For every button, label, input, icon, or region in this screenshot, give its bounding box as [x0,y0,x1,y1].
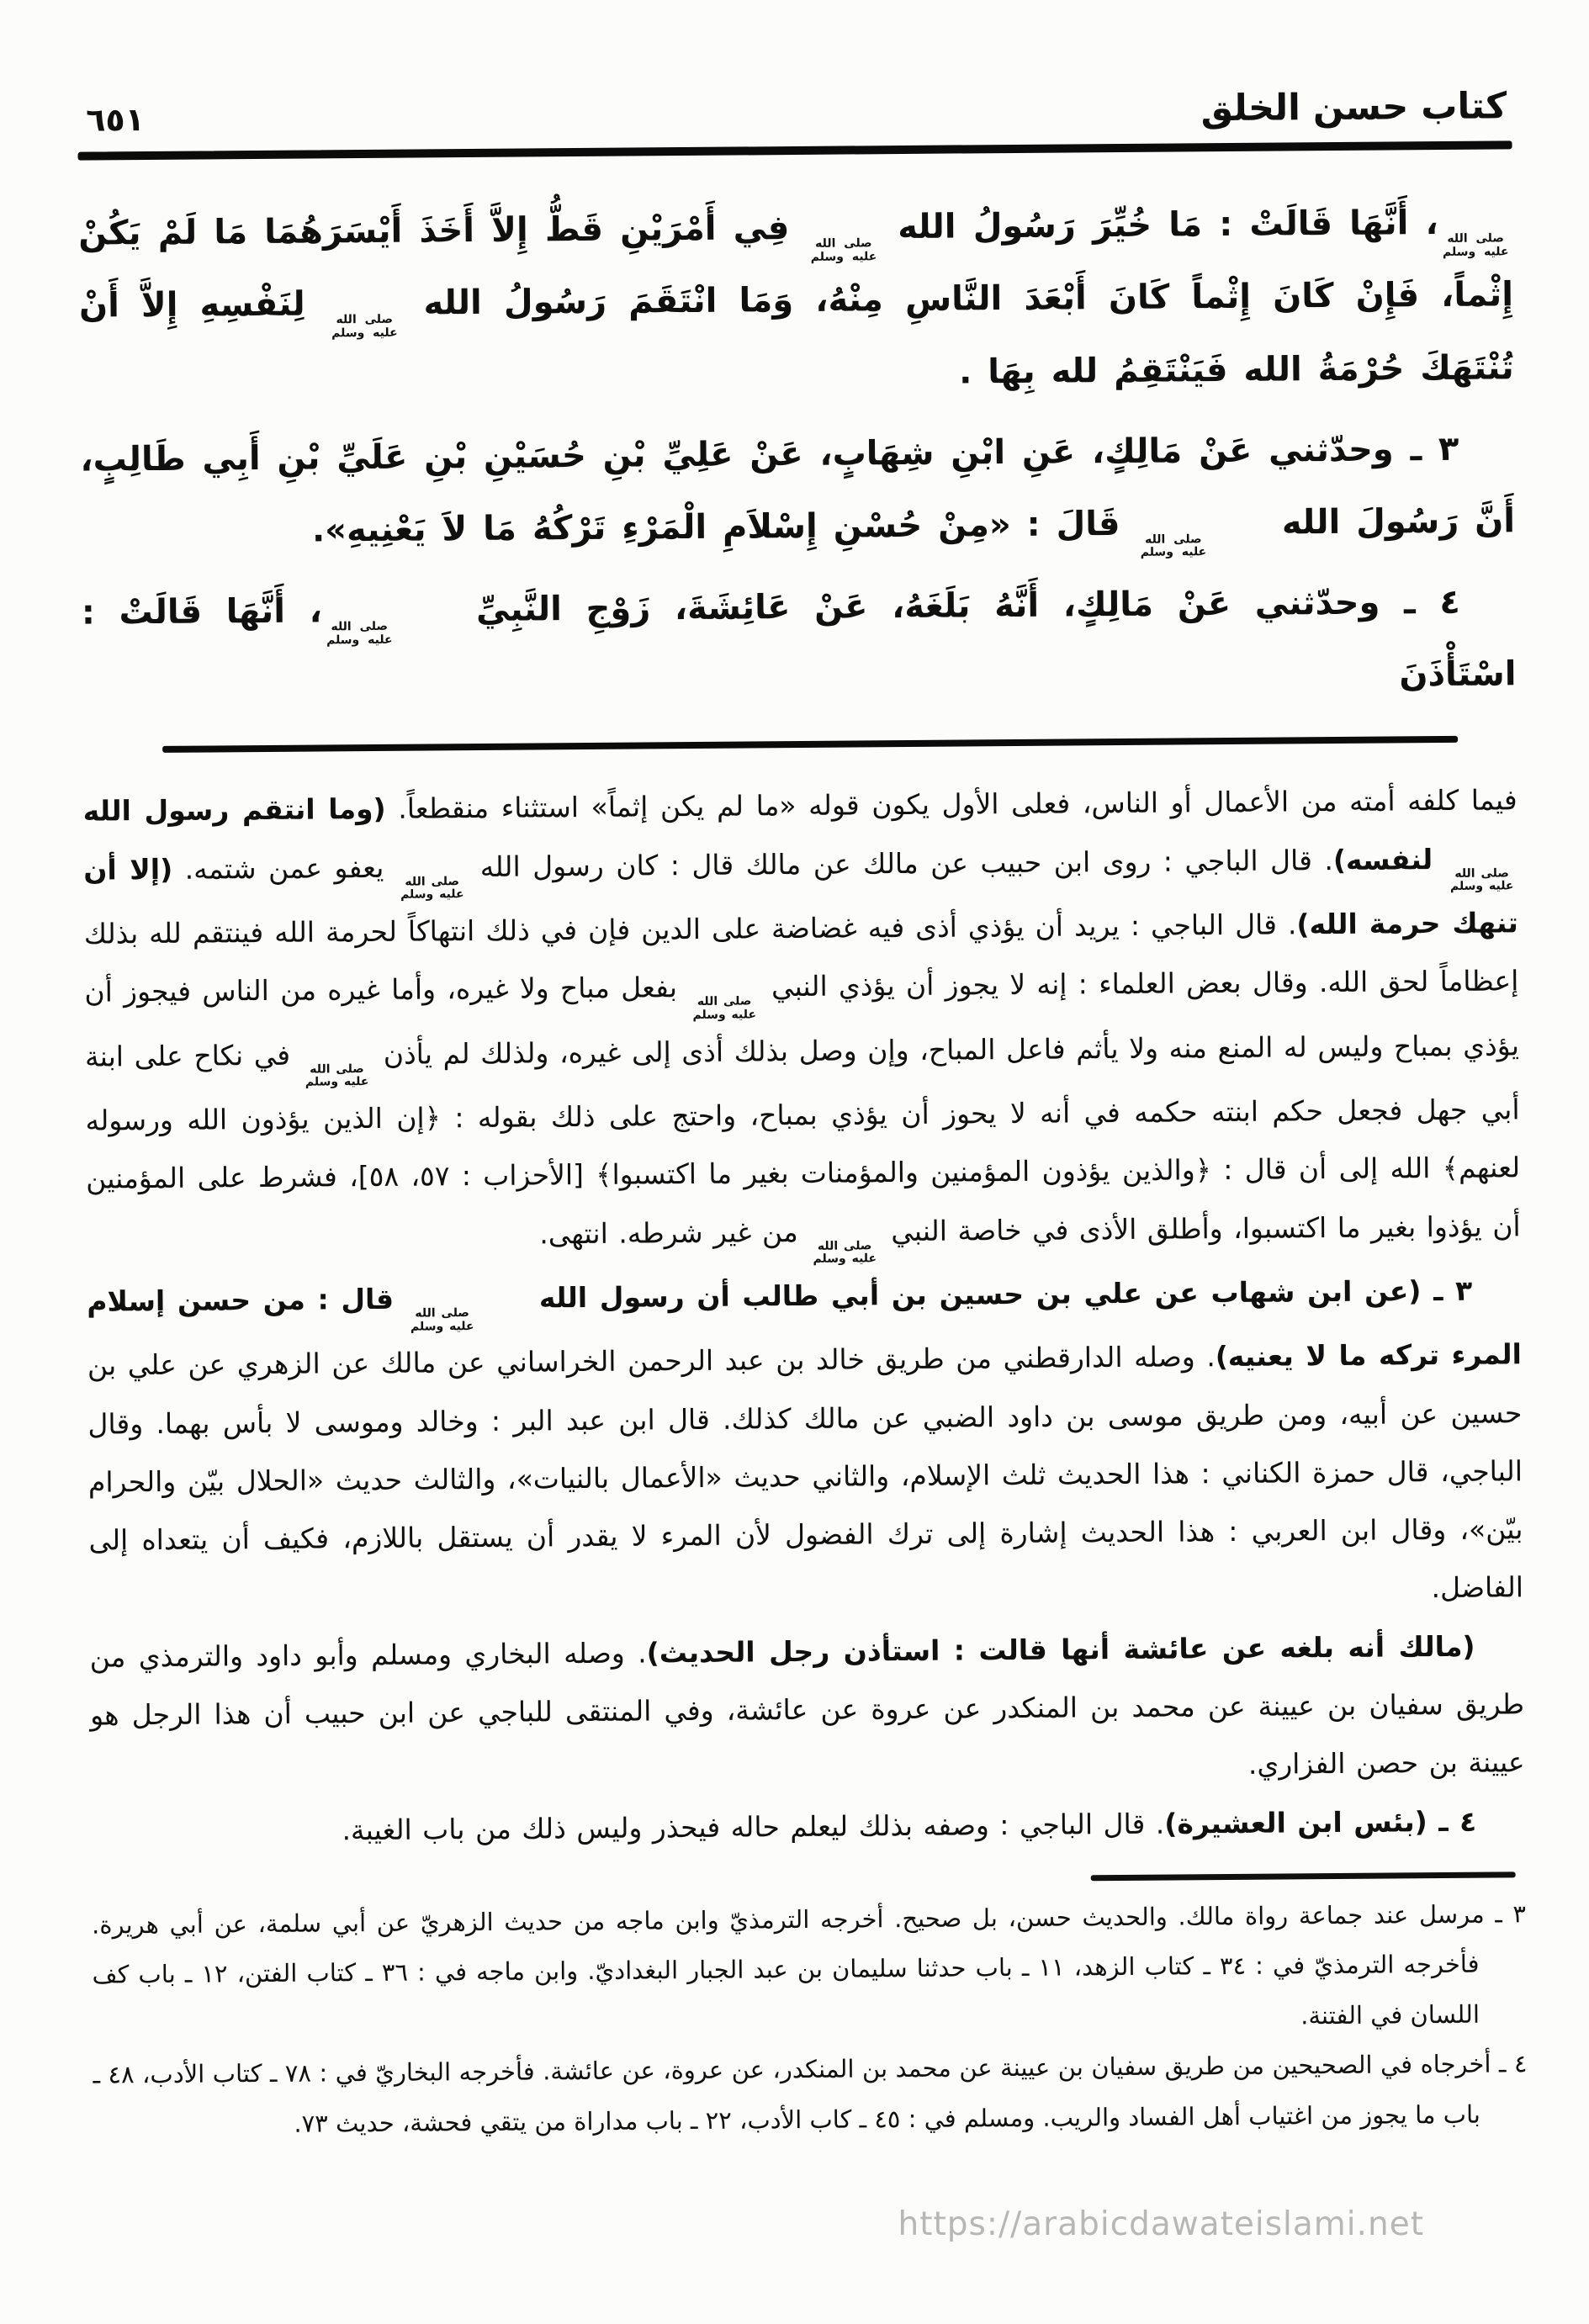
matn-hadith-4 [82,565,1517,722]
honorific-saw: صلى الله عليه وسلم [410,1306,474,1334]
watermark-url: https://arabicdawateislami.net [898,2205,1424,2243]
commentary-continuation-paragraph [82,771,1521,1273]
text-run: . قال الباجي : وصفه بذلك ليعلم حاله فيحذر وليس ذلك من باب الغيبة. [342,1807,1165,1846]
text-run: صلى الله عليه وسلم ، أَنَّهَا قَالَتْ : مَا خُيِّرَ رَسُولُ الله صلى الله عليه وسلم فِي أَمْرَيْنِ قَطُّ إِلاَّ أَخَذَ أَيْسَرَهُمَا مَا لَمْ يَكُنْ إِثْماً، فَإِنْ كَانَ إِثْماً كَانَ أَبْعَدَ النَّاسِ مِنْهُ، وَمَا انْتَقَمَ رَسُولُ الله صلى الله عليه وسلم لِنَفْسِهِ إِلاَّ أَنْ تُنْتَهَكَ حُرْمَةُ الله فَيَنْتَقِمُ لله بِهَا . [78,203,1514,392]
honorific-saw: صلى الله عليه وسلم [326,619,393,648]
commentary-section [82,771,1525,1861]
honorific-saw: صلى الله عليه وسلم [813,1238,877,1267]
honorific-saw: صلى الله عليه وسلم [305,1061,369,1089]
text-run: ٤ ـ أخرجاه في الصحيحين من طريق سفيان بن عيينة عن محمد بن المنكدر، عن عروة، عن عائشة. فأخرجه البخاريّ في : ٧٨ ـ كتاب الأدب، ٤٨ ـ باب ما يجوز من اغتياب أهل الفساد والريب. ومسلم في : ٤٥ ـ كاب الأدب، ٢٢ ـ باب مداراة من يتقي فحشة، حديث ٧٣. [93,2049,1528,2138]
text-run: ٣ ـ مرسل عند جماعة رواة مالك. والحديث حسن، بل صحيح. أخرجه الترمذيّ وابن ماجه من حديث الزهريّ عن أبي سلمة، عن أبي هريرة. فأخرجه الترمذيّ في : ٣٤ ـ كتاب الزهد، ١١ ـ باب حدثنا سليمان بن عبد الجبار البغداديّ. وابن ماجه في : ٣٦ ـ كتاب الفتن، ١٢ ـ باب كف اللسان في الفتنة. [91,1899,1527,2030]
bold-run: (وما انتقم رسول الله صلى الله عليه وسلم لنفسه) [82,792,1514,894]
footnote-3 [92,1889,1527,2051]
bold-run: (مالك أنه بلغه عن عائشة أنها قالت : استأذن رجل الحديث) [646,1629,1475,1670]
honorific-saw: صلى الله عليه وسلم [400,874,464,903]
text-run: . قال الباجي : روى ابن حبيب عن مالك عن مالك قال : كان رسول الله صلى الله عليه وسلم يعفو عمن شتمه. [172,843,1334,903]
text-run: . وصله البخاري ومسلم وأبو داود والترمذي من طريق سفيان بن عيينة عن محمد بن المنكدر عن عروة عن عائشة، وفي المنتقى للباجي عن ابن حبيب أن هذا الرجل هو عيينة بن حصن الفزاري. [89,1636,1525,1781]
matn-hadith-3 [80,412,1515,569]
honorific-saw: صلى الله عليه وسلم [331,313,398,341]
matn-section [78,186,1517,722]
matn-continuation-paragraph [78,186,1514,415]
text-run: . وصله الدارقطني من طريق خالد بن عبد الرحمن الخراساني عن مالك عن الزهري عن علي بن حسين عن أبيه، ومن طريق موسى بن داود الضبي عن مالك كذلك. قال ابن عبد البر : وخالد وموسى لا بأس بهما. وقال الباجي، قال حمزة الكناني : هذا الحديث ثلث الإسلام، والثاني حديث «الأعمال بالنيات»، والثالث حديث «الحلال بيّن والحرام بيّن»، وقال ابن العربي : هذا الحديث إشارة إلى ترك الفضول لأن المرء لا يقدر أن يستقل باللازم، فكيف أن يتعداه إلى الفاضل. [87,1340,1524,1605]
honorific-saw: صلى الله عليه وسلم [810,236,877,264]
page-header [77,85,1512,138]
honorific-saw: صلى الله عليه وسلم [1442,231,1509,259]
header-rule [78,140,1512,160]
footnotes-section [92,1889,1528,2151]
text-run: عَنْ مَالِكٍ، أَنَّهُ بَلَغَهُ، عَنْ عَائِشَةَ، زَوْجِ النَّبِيِّ صلى الله عليه وسلم ، أَنَّهَا قَالَتْ : اسْتَأْذَنَ [81,584,1517,695]
page-content [77,85,1528,2150]
bold-run: «مِنْ حُسْنِ إِسْلاَمِ الْمَرْءِ تَرْكُهُ مَا لاَ يَعْنِيهِ». [311,505,1011,550]
honorific-saw: صلى الله عليه وسلم [1140,532,1207,560]
bold-run: ٣ ـ وحدّثني [1268,429,1459,470]
bold-run: ٤ ـ (بئس ابن العشيرة) [1164,1804,1477,1840]
matn-commentary-divider [162,736,1458,753]
commentary-hadith-3 [87,1261,1523,1628]
bold-run: ٣ ـ (عن ابن شهاب عن علي بن حسين بن أبي طالب أن رسول الله صلى الله عليه وسلم قال : من حسن إسلام المرء تركه ما لا يعنيه) [87,1273,1522,1374]
text-run: . قال الباجي : يريد أن يؤذي أذى فيه غضاضة على الدين فإن في ذلك انتهاكاً لحرمة الله فينتقم لله بذلك إعظاماً لحق الله. وقال بعض العلماء : إنه لا يجوز أن يؤذي النبي صلى الله عليه وسلم بفعل مباح ولا غيره، وأما غيره من الناس فيجوز أن يؤذي بمباح وليس له المنع منه ولا يأثم فاعل المباح، وإن وصل بذلك أذى إلى غيره، ولذلك لم يأذن صلى الله عليه وسلم في نكاح على ابنة أبي جهل فجعل حكم ابنته حكمه في أنه لا يحوز أن يؤذي بمباح، واحتج على ذلك بقوله : ﴿إن الذين يؤذون الله ورسوله لعنهم﴾ الله إلى أن قال : ﴿والذين يؤذون المؤمنين والمؤمنات بغير ما اكتسبوا﴾ [الأحزاب : ٥٧، ٥٨]، فشرط على المؤمنين أن يؤذوا بغير ما اكتسبوا، وأطلق الأذى في خاصة النبي صلى الله عليه وسلم من غير شرطه. انتهى. [83,908,1521,1267]
honorific-saw: صلى الله عليه وسلم [692,994,757,1022]
page-number: ٦٥١ [86,101,146,139]
footnote-4 [93,2039,1528,2150]
bold-run: (إلا أن تنهك حرمة الله) [83,852,1518,941]
honorific-saw: صلى الله عليه وسلم [1449,866,1514,894]
commentary-hadith-4-balagh [89,1617,1525,1803]
text-run: فيما كلفه أمته من الأعمال أو الناس، فعلى الأول يكون قوله «ما لم يكن إثماً» استثناء منقطعاً. [385,783,1517,826]
book-title: كتاب حسن الخلق [1200,85,1507,130]
commentary-hadith-4 [91,1792,1525,1861]
footnote-divider [1091,1871,1516,1881]
text-run: عَنْ مَالِكٍ، عَنِ ابْنِ شِهَابٍ، عَنْ عَلِيِّ بْنِ حُسَيْنِ بْنِ عَلَيِّ بْنِ أَبِي طَالِبٍ، أَنَّ رَسُولَ الله صلى الله عليه وسلم قَالَ : [80,431,1516,560]
bold-run: ٤ ـ وحدّثني [1254,582,1460,623]
